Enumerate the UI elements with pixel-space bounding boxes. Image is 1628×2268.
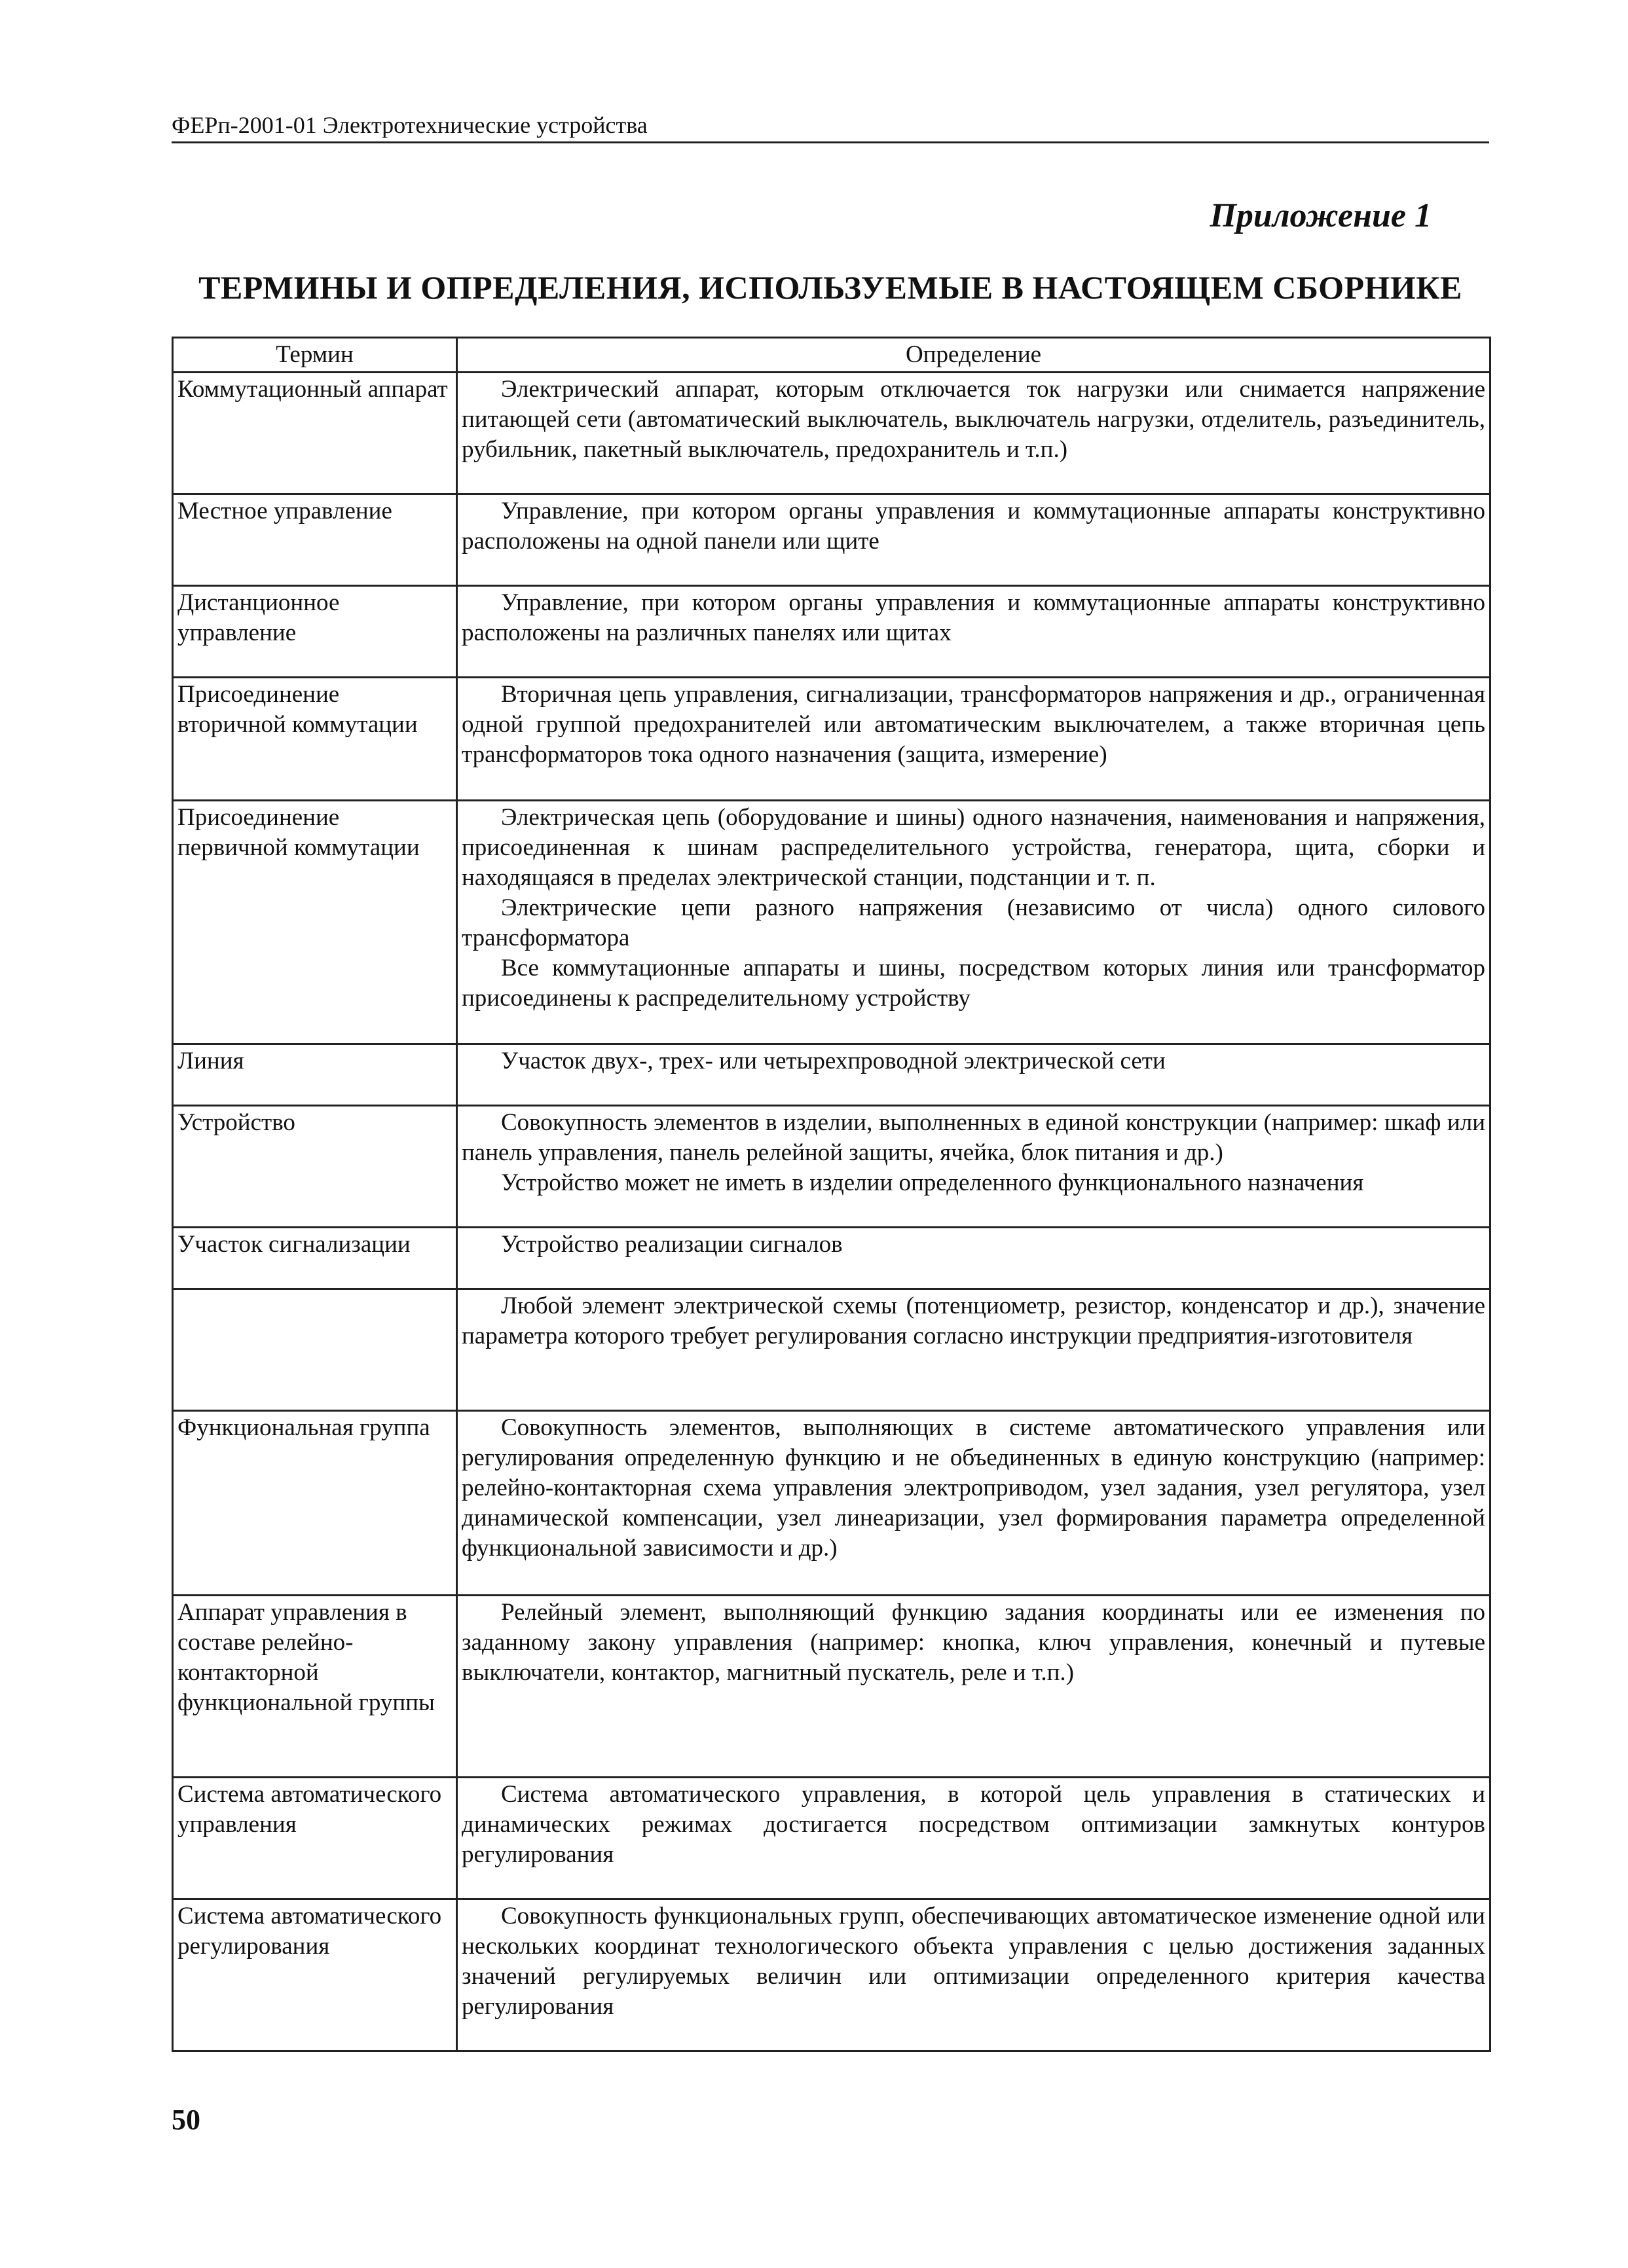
page-title: ТЕРМИНЫ И ОПРЕДЕЛЕНИЯ, ИСПОЛЬЗУЕМЫЕ В НАСТОЯЩЕМ СБОРНИКЕ — [198, 269, 1462, 306]
definition-cell — [457, 1411, 1490, 1596]
table-row — [173, 1289, 1490, 1411]
running-header — [172, 110, 1489, 143]
definition-paragraph: Вторичная цепь управления, сигнализации, трансформаторов напряжения и др., ограниченная одной группой предохранителей или автоматическим выключателем, а также вторичная цепь трансформаторов тока одного назначения (защита, измерение) — [462, 681, 1485, 768]
column-header-definition: Определение — [457, 338, 1490, 373]
header-text: ФЕРп-2001-01 Электротехнические устройства — [172, 112, 648, 138]
definition-cell — [457, 801, 1490, 1044]
definition-cell — [457, 1106, 1490, 1228]
definition-paragraph: Электрическая цепь (оборудование и шины) одного назначения, наименования и напряжения, присоединенная к шинам распределительного устройства, генератора, щита, сборки и находящаяся в пределах электрической станции, подстанции и т. п. — [462, 804, 1485, 891]
term-cell: Функциональная группа — [173, 1411, 457, 1596]
definition-paragraph: Система автоматического управления, в которой цель управления в статических и динамических режимах достигается посредством оптимизации замкнутых контуров регулирования — [462, 1781, 1485, 1868]
table-row — [173, 586, 1490, 678]
definition-paragraph: Совокупность элементов в изделии, выполненных в единой конструкции (например: шкаф или панель управления, панель релейной защиты, ячейка, блок питания и др.) — [462, 1109, 1485, 1166]
term-cell: Присоединение первичной коммутации — [173, 801, 457, 1044]
definition-cell — [457, 678, 1490, 801]
term-cell: Присоединение вторичной коммутации — [173, 678, 457, 801]
definition-paragraph: Участок двух-, трех- или четырехпроводной электрической сети — [501, 1048, 1166, 1074]
term-cell: Участок сигнализации — [173, 1228, 457, 1289]
definition-paragraph: Устройство может не иметь в изделии определенного функционального назначения — [501, 1169, 1364, 1196]
table-row — [173, 1411, 1490, 1596]
terms-table — [172, 337, 1491, 2052]
term-cell: Система автоматического управления — [173, 1778, 457, 1899]
definition-cell — [457, 1596, 1490, 1778]
definition-cell — [457, 494, 1490, 586]
definition-paragraph: Совокупность функциональных групп, обеспечивающих автоматическое изменение одной или нескольких координат технологического объекта управления с целью достижения заданных значений регулируемых величин или оптимизации определенного критерия качества регулирования — [462, 1903, 1485, 2020]
definition-cell — [457, 1289, 1490, 1411]
definition-paragraph: Устройство реализации сигналов — [501, 1231, 843, 1258]
table-header-row — [173, 338, 1490, 373]
definition-paragraph: Электрический аппарат, которым отключается ток нагрузки или снимается напряжение питающей сети (автоматический выключатель, выключатель нагрузки, отделитель, разъединитель, рубильник, пакетный выключатель, предохранитель и т.п.) — [462, 376, 1485, 463]
definition-cell — [457, 1899, 1490, 2051]
definition-paragraph: Релейный элемент, выполняющий функцию задания координаты или ее изменения по заданному закону управления (например: кнопка, ключ управления, конечный и путевые выключатели, контактор, магнитный пускатель, реле и т.п.) — [462, 1599, 1485, 1686]
definition-cell — [457, 373, 1490, 494]
definition-paragraph: Любой элемент электрической схемы (потенциометр, резистор, конденсатор и др.), значение параметра которого требует регулирования согласно инструкции предприятия-изготовителя — [462, 1292, 1485, 1349]
table-row — [173, 494, 1490, 586]
table-row — [173, 373, 1490, 494]
table-row — [173, 678, 1490, 801]
term-cell: Коммутационный аппарат — [173, 373, 457, 494]
page-number: 50 — [172, 2104, 200, 2136]
table-row — [173, 1106, 1490, 1228]
definition-paragraph: Управление, при котором органы управления и коммутационные аппараты конструктивно расположены на различных панелях или щитах — [462, 589, 1485, 646]
definition-cell — [457, 1044, 1490, 1106]
term-cell: Местное управление — [173, 494, 457, 586]
definition-cell — [457, 1778, 1490, 1899]
definition-paragraph: Электрические цепи разного напряжения (независимо от числа) одного силового трансформатора — [462, 894, 1485, 951]
definition-cell — [457, 1228, 1490, 1289]
definition-paragraph: Управление, при котором органы управления и коммутационные аппараты конструктивно расположены на одной панели или щите — [462, 498, 1485, 555]
table-row — [173, 1899, 1490, 2051]
definition-paragraph: Все коммутационные аппараты и шины, посредством которых линия или трансформатор присоединены к распределительному устройству — [462, 955, 1485, 1012]
term-cell: Линия — [173, 1044, 457, 1106]
term-cell: Дистанционное управление — [173, 586, 457, 678]
table-row — [173, 1228, 1490, 1289]
term-cell: Аппарат управления в составе релейно-контакторной функциональной группы — [173, 1596, 457, 1778]
table-row — [173, 1778, 1490, 1899]
term-cell — [173, 1289, 457, 1411]
table-row — [173, 1596, 1490, 1778]
term-cell: Система автоматического регулирования — [173, 1899, 457, 2051]
appendix-label: Приложение 1 — [1210, 197, 1432, 234]
table-row — [173, 1044, 1490, 1106]
definition-paragraph: Совокупность элементов, выполняющих в системе автоматического управления или регулирования определенную функцию и не объединенных в единую конструкцию (например: релейно-контакторная схема управления электроприводом, узел задания, узел регулятора, узел динамической компенсации, узел линеаризации, узел формирования параметра определенной функциональной зависимости и др.) — [462, 1414, 1485, 1562]
definition-cell — [457, 586, 1490, 678]
column-header-term: Термин — [173, 338, 457, 373]
table-row — [173, 801, 1490, 1044]
term-cell: Устройство — [173, 1106, 457, 1228]
